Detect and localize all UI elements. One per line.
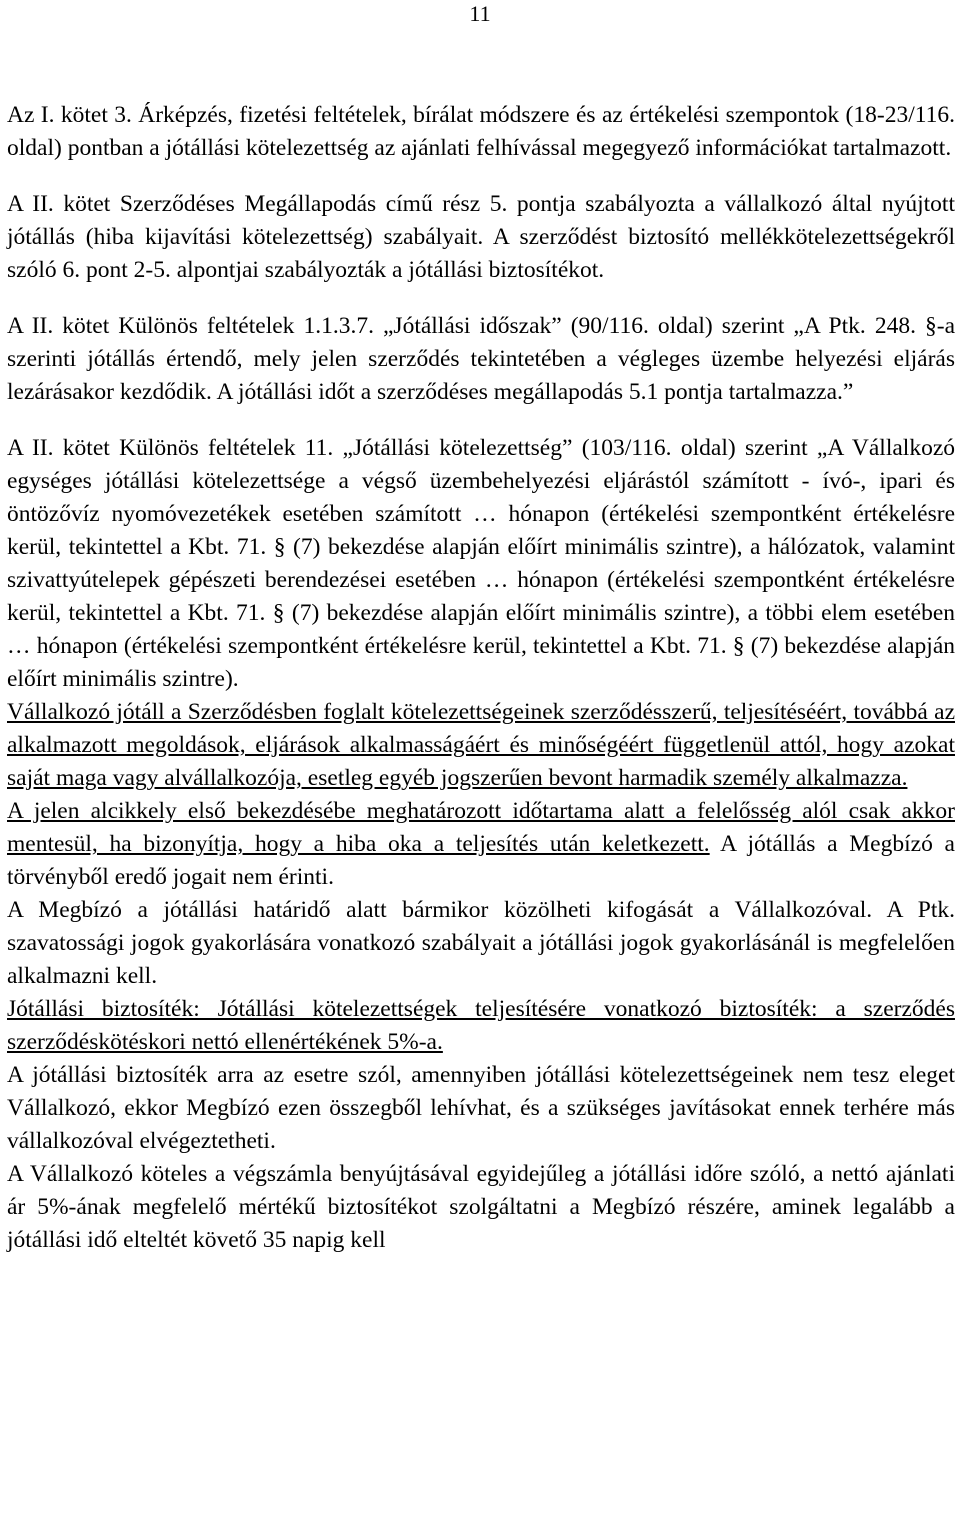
paragraph-warranty-period: A II. kötet Különös feltételek 1.1.3.7. „Jótállási időszak” (90/116. oldal) szerint „A Ptk. 248. §-a szerinti jótállás értendő, mely jelen szerződés tekintetében a végleges üzembe helyezési eljárás lezárásakor kezdődik. A jótállási időt a szerződéses megállapodás 5.1 pontja tartalmazza.” xyxy=(7,313,955,405)
page-number: 11 xyxy=(469,1,491,26)
paragraph-guarantee-provision: A Vállalkozó köteles a végszámla benyújtásával egyidejűleg a jótállási időre szóló, a nettó ajánlati ár 5%-ának megfelelő mértékű biztosítékot szolgáltatni a Megbízó részére, aminek legalább a jótállási idő elteltét követő 35 napig kell xyxy=(7,1161,955,1253)
paragraph-warranty-guarantee: Jótállási biztosíték: Jótállási kötelezettségek teljesítésére vonatkozó biztosíték: a szerződés szerződéskötéskori nettó ellenértékének 5%-a. xyxy=(7,996,955,1055)
liability-exemption-underlined: A jelen alcikkely első bekezdésébe meghatározott időtartama alatt a felelősség alól csak akkor mentesül, ha bizonyítja, hogy a hiba oka a teljesítés után keletkezett. xyxy=(7,798,955,857)
paragraph-contractor-warranty: Vállalkozó jótáll a Szerződésben foglalt kötelezettségeinek szerződésszerű, teljesítéséért, továbbá az alkalmazott megoldások, eljárások alkalmasságáért és minőségéért függetlenül attól, hogy azokat saját maga vagy alvállalkozója, esetleg egyéb jogszerűen bevont harmadik személy alkalmazza. xyxy=(7,699,955,791)
paragraph-objection-rights: A Megbízó a jótállási határidő alatt bármikor közölheti kifogását a Vállalkozóval. A Ptk. szavatossági jogok gyakorlására vonatkozó szabályait a jótállási jogok gyakorlásánál is megfelelően alkalmazni kell. xyxy=(7,897,955,989)
liability-exemption-rest: A jótállás a Megbízó a törvényből eredő jogait nem érinti. xyxy=(7,831,955,890)
paragraph-liability-exemption xyxy=(7,795,955,894)
paragraph-warranty-obligation: A II. kötet Különös feltételek 11. „Jótállási kötelezettség” (103/116. oldal) szerint „A Vállalkozó egységes jótállási kötelezettsége a végső üzembehelyezési eljárástól számított - ívó-, ipari és öntözővíz nyomóvezetékek esetében számított … hónapon (értékelési szempontként értékelésre kerül, tekintettel a Kbt. 71. § (7) bekezdése alapján előírt minimális szintre), a hálózatok, valamint szivattyútelepek gépészeti berendezései esetében … hónapon (értékelési szempontként értékelésre kerül, tekintettel a Kbt. 71. § (7) bekezdése alapján előírt minimális szintre), a többi elem esetében … hónapon (értékelési szempontként értékelésre kerül, tekintettel a Kbt. 71. § (7) bekezdése alapján előírt minimális szintre). xyxy=(7,435,955,692)
paragraph-contract-agreement: A II. kötet Szerződéses Megállapodás című rész 5. pontja szabályozta a vállalkozó által nyújtott jótállás (hiba kijavítási kötelezettség) szabályait. A szerződést biztosító mellékkötelezettségekről szóló 6. pont 2-5. alpontjai szabályozták a jótállási biztosítékot. xyxy=(7,191,955,283)
document-body xyxy=(7,99,955,1257)
paragraph-price-terms: Az I. kötet 3. Árképzés, fizetési feltételek, bírálat módszere és az értékelési szempontok (18-23/116. oldal) pontban a jótállási kötelezettség az ajánlati felhívással megegyező információkat tartalmazott. xyxy=(7,102,955,161)
paragraph-guarantee-use: A jótállási biztosíték arra az esetre szól, amennyiben jótállási kötelezettségeinek nem tesz eleget Vállalkozó, ekkor Megbízó ezen összegből lehívhat, és a szükséges javításokat ennek terhére más vállalkozóval elvégeztetheti. xyxy=(7,1062,955,1154)
